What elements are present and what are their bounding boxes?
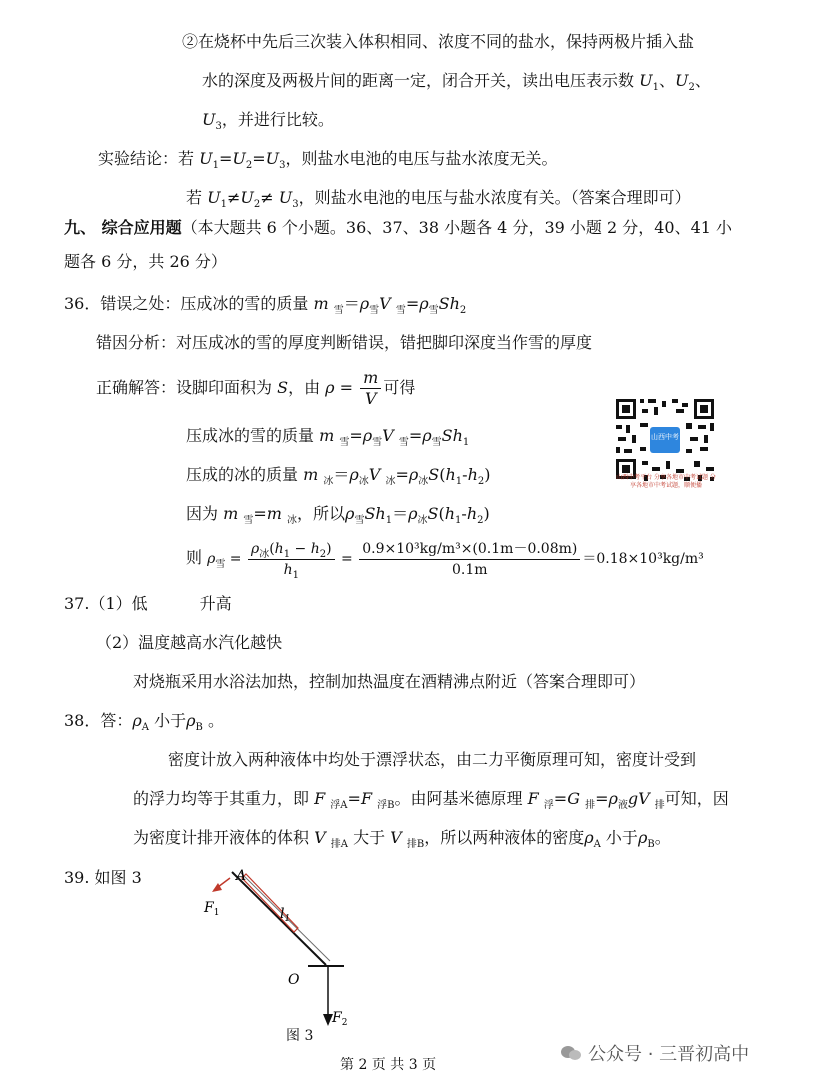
q37-part1: 37.（1）低 升高 bbox=[64, 594, 232, 613]
q37-part2: （2）温度越高水汽化越快 bbox=[96, 633, 283, 652]
point-O-label: O bbox=[288, 972, 300, 988]
watermark bbox=[560, 1040, 749, 1066]
conclusion-line2: 若 $U_1\ne U_2\ne U_3$，则盐水电池的电压与盐水浓度有关。（答案合理即可） bbox=[186, 188, 691, 211]
lever-figure bbox=[190, 860, 370, 1050]
force-F2-label: F bbox=[332, 1010, 342, 1026]
force-F1-label: F bbox=[204, 900, 214, 916]
page-footer: 第 2 页 共 3 页 bbox=[340, 1057, 437, 1073]
q36-snow-mass: 压成冰的雪的质量 m $_雪=\rho_雪V$ $_雪=\rho_雪Sh_1$ bbox=[186, 426, 470, 449]
arm-l1-label: l bbox=[280, 906, 285, 922]
section9-line1: 九、 综合应用题（本大题共 6 个小题。36、37、38 小题各 4 分，39 小题 2 分，40、41 小 bbox=[64, 218, 733, 237]
conclusion-line1: 实验结论：若 $U_1=U_2=U_3$，则盐水电池的电压与盐水浓度无关。 bbox=[98, 149, 558, 172]
q36-calc: 则 $\rho_雪$ = $\frac{\rho_冰(h_1 - h_2)}{h_1}$ = $\frac{\text{0.9×10³kg/m³×(0.1m－0.08m)}}{0.1m}$ ＝0.18×10³kg/m³ bbox=[186, 540, 704, 581]
svg-text:l1: $l_1$ bbox=[280, 906, 291, 924]
step2-line2: 水的深度及两极片间的距离一定，闭合开关，读出电压表示数 $U_1$、$U_2$、 bbox=[202, 71, 711, 94]
q36-because: 因为 m $_雪$=m $_冰$，所以$\rho_雪Sh_1=\rho_冰S(h_1-h_2)$ bbox=[186, 504, 490, 527]
q38-line2: 的浮力均等于其重力，即 F $_{浮A}$=F $_{浮B}$。由阿基米德原理 F $_浮$=G $_排=\rho_液gV$ $_排$可知，因 bbox=[133, 789, 729, 812]
q38-line3: 为密度计排开液体的体积 V $_{排A}$ 大于 V $_{排B}$，所以两种液体的密度$\rho_A$ 小于$\rho_B$。 bbox=[133, 828, 671, 851]
svg-text:F2: $F_2$ bbox=[332, 1010, 348, 1028]
q38-answer: 38．答：$\rho_A$ 小于$\rho_B$ 。 bbox=[64, 711, 224, 734]
q36-answer-intro: 正确解答：设脚印面积为 S，由 ρ = $\frac{m}{V}$ 可得 bbox=[96, 368, 416, 408]
watermark-text: 公众号 · 三晋初高中 bbox=[588, 1044, 750, 1065]
q36-error: 36．错误之处：压成冰的雪的质量 m $_雪=\rho_雪V$ $_雪=\rho_雪Sh_2$ bbox=[64, 294, 467, 317]
q37-part3: 对烧瓶采用水浴法加热，控制加热温度在酒精沸点附近（答案合理即可） bbox=[133, 672, 646, 691]
step2-line3: $U_3$，并进行比较。 bbox=[202, 110, 334, 133]
step2-line1: ②在烧杯中先后三次装入体积相同、浓度不同的盐水，保持两极片插入盐 bbox=[182, 32, 695, 51]
qr-caption: 山西中考平台 分享各地市中考试题 分享各地市中考试题，顺便播 bbox=[616, 474, 716, 489]
figure-caption: 图 3 bbox=[286, 1028, 314, 1044]
q36-ice-mass: 压成的冰的质量 m $_冰=\rho_冰V$ $_冰=\rho_冰S(h_1-h_2)$ bbox=[186, 465, 491, 488]
q36-cause: 错因分析：对压成冰的雪的厚度判断错误，错把脚印深度当作雪的厚度 bbox=[96, 333, 593, 352]
point-A-label: A bbox=[236, 868, 247, 884]
qr-center-label: 山西中考 bbox=[651, 433, 679, 441]
wechat-icon bbox=[560, 1045, 582, 1061]
svg-text:F1: $F_1$ bbox=[204, 900, 220, 918]
q39-text: 39. 如图 3 bbox=[64, 868, 142, 887]
section9-line2: 题各 6 分，共 26 分） bbox=[64, 252, 227, 271]
q38-line1: 密度计放入两种液体中均处于漂浮状态，由二力平衡原理可知，密度计受到 bbox=[168, 750, 697, 769]
